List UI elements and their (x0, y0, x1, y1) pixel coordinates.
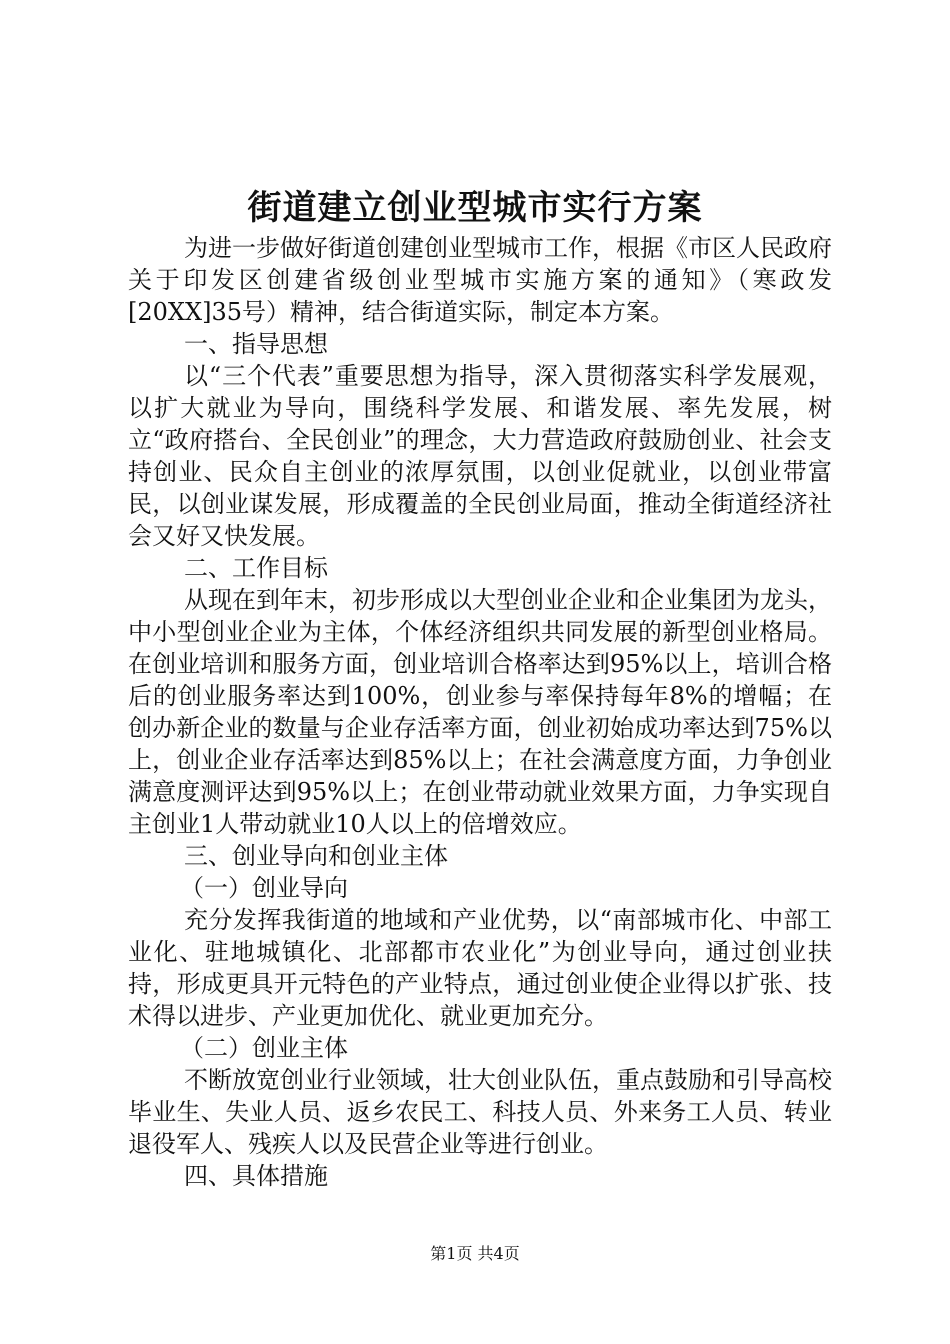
subsection-heading-orientation: （一）创业导向 (180, 874, 348, 902)
orientation-paragraph: 充分发挥我街道的地域和产业优势，以“南部城市化、中部工业化、驻地城镇化、北部都市农业化”为创业导向，通过创业扶持，形成更具开元特色的产业特点，通过创业使企业得以扩张、技术得以进步、产业更加优化、就业更加充分。 (128, 906, 832, 1030)
section-heading-guiding-thought: 一、指导思想 (184, 330, 328, 358)
guiding-thought-paragraph: 以“三个代表”重要思想为指导，深入贯彻落实科学发展观，以扩大就业为导向，围绕科学发展、和谐发展、率先发展，树立“政府搭台、全民创业”的理念，大力营造政府鼓励创业、社会支持创业、民众自主创业的浓厚氛围，以创业促就业，以创业带富民，以创业谋发展，形成覆盖的全民创业局面，推动全街道经济社会又好又快发展。 (128, 362, 832, 550)
document-body (128, 232, 832, 1192)
subsection-heading-subjects: （二）创业主体 (180, 1034, 348, 1062)
page-number-footer: 第1页 共4页 (430, 1244, 520, 1263)
work-goals-paragraph: 从现在到年末，初步形成以大型创业企业和企业集团为龙头，中小型创业企业为主体，个体经济组织共同发展的新型创业格局。在创业培训和服务方面，创业培训合格率达到95%以上，培训合格后的创业服务率达到100%，创业参与率保持每年8%的增幅；在创办新企业的数量与企业存活率方面，创业初始成功率达到75%以上，创业企业存活率达到85%以上；在社会满意度方面，力争创业满意度测评达到95%以上；在创业带动就业效果方面，力争实现自主创业1人带动就业10人以上的倍增效应。 (128, 586, 832, 838)
section-heading-orientation-and-subjects: 三、创业导向和创业主体 (184, 842, 448, 870)
section-heading-work-goals: 二、工作目标 (184, 554, 328, 582)
document-title: 街道建立创业型城市实行方案 (247, 188, 703, 228)
subjects-paragraph: 不断放宽创业行业领域，壮大创业队伍，重点鼓励和引导高校毕业生、失业人员、返乡农民工、科技人员、外来务工人员、转业退役军人、残疾人以及民营企业等进行创业。 (128, 1066, 832, 1158)
intro-paragraph: 为进一步做好街道创建创业型城市工作，根据《市区人民政府关于印发区创建省级创业型城市实施方案的通知》（寒政发[20XX]35号）精神，结合街道实际，制定本方案。 (128, 234, 832, 326)
section-heading-measures: 四、具体措施 (184, 1162, 328, 1190)
